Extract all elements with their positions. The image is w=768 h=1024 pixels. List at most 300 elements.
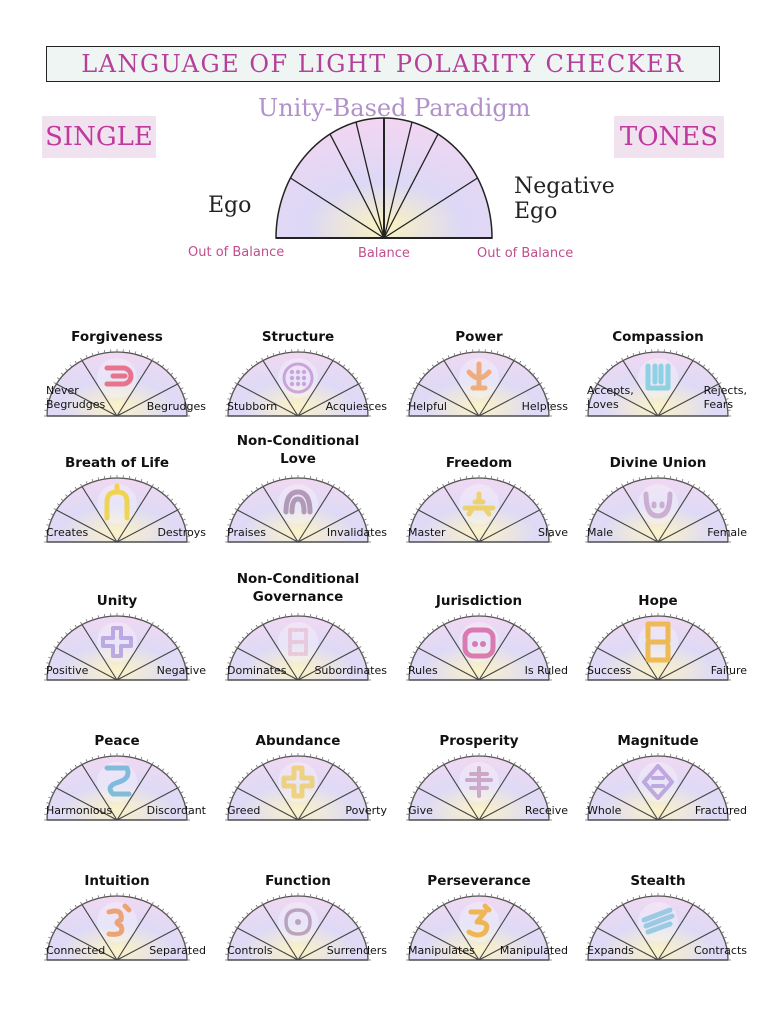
tone-gauge-tick (171, 637, 173, 639)
tone-gauge-tick (491, 476, 492, 479)
tone-gauge-tick (712, 917, 714, 919)
tone-gauge-tick (524, 769, 526, 771)
tone-gauge-tick (70, 365, 72, 367)
tone-gauge-tick (524, 365, 526, 367)
tone-gauge-tick (162, 629, 164, 631)
tone-gauge-tick (129, 476, 130, 479)
tone-gauge-tick (174, 504, 177, 506)
tone-gauge-tick (61, 373, 63, 375)
tone-gauge-tick (437, 361, 439, 364)
tone-gauge-tick (698, 905, 700, 908)
tone-gauge-tick (70, 909, 72, 911)
tone-gauge-tick (75, 765, 77, 768)
tone-gauge-tick (419, 782, 422, 784)
tone-gauge-tick (246, 773, 248, 775)
tone-gauge-tick (529, 369, 531, 371)
tone-gauge-tick (536, 922, 539, 924)
tone-gauge-tick (352, 777, 354, 779)
tone-gauge-tick (698, 625, 700, 628)
tone-gauge-tick (519, 765, 521, 768)
tone-gauge-tick (529, 913, 531, 915)
tone-gauge-tick (670, 894, 671, 897)
left-scale-label: Out of Balance (188, 245, 285, 260)
tone-right-label: Is Ruled (524, 664, 568, 677)
tone-gauge-tick (602, 499, 604, 501)
tone-gauge-tick (698, 487, 700, 490)
tone-gauge-tick (251, 769, 253, 771)
tone-gauge-tick (466, 894, 467, 897)
tone-gauge-tick (174, 378, 177, 380)
tone-gauge-tick (129, 754, 130, 757)
tone-gauge-tick (524, 909, 526, 911)
tone-gauge-tick (104, 350, 105, 353)
tone-right-label: Poverty (345, 804, 387, 817)
tone-gauge-tick (65, 495, 67, 497)
tone-left-label: Connected (46, 944, 106, 957)
tone-gauge (384, 588, 574, 718)
tone-left-label: Success (587, 664, 632, 677)
tone-gauge-tick (670, 754, 671, 757)
tone-gauge-tick (65, 633, 67, 635)
tone-gauge-tick (256, 625, 258, 628)
tone-gauge-tick (352, 499, 354, 501)
tone-gauge-tick (355, 378, 358, 380)
tone-title: Power (455, 329, 503, 345)
tone-gauge (563, 450, 753, 580)
tone-gauge (22, 324, 212, 454)
tone-title: Peace (94, 733, 140, 749)
tone-gauge (384, 868, 574, 998)
tone-gauge-tick (432, 491, 434, 493)
tone-gauge (203, 868, 393, 998)
tone-title: Perseverance (427, 873, 531, 889)
tone-gauge-tick (57, 642, 60, 644)
tone-gauge-tick (104, 894, 105, 897)
center-scale-label: Balance (358, 246, 410, 261)
tone-left-label: Accepts, Loves (587, 384, 634, 411)
tone-gauge-tick (708, 633, 710, 635)
tone-gauge-tick (715, 782, 718, 784)
tone-gauge-tick (519, 487, 521, 490)
tone-gauge-tick (524, 629, 526, 631)
tone-gauge-tick (427, 495, 429, 497)
intuition-symbol-icon (97, 902, 137, 942)
tone-gauge-tick (712, 373, 714, 375)
tone-gauge-tick (466, 350, 467, 353)
tone-right-label: Subordinates (314, 664, 387, 677)
tone-gauge-tick (242, 637, 244, 639)
tone-gauge-tick (427, 773, 429, 775)
non-conditional-governance-symbol-icon (278, 622, 318, 662)
tone-gauge-tick (529, 633, 531, 635)
tone-gauge-tick (703, 909, 705, 911)
tone-gauge-tick (423, 637, 425, 639)
tone-gauge-tick (645, 754, 646, 757)
tone-gauge-tick (533, 637, 535, 639)
tone-gauge-tick (419, 378, 422, 380)
tone-right-label: Receive (524, 804, 568, 817)
tone-gauge-tick (466, 754, 467, 757)
tone-gauge-tick (129, 614, 130, 617)
non-conditional-love-symbol-icon (278, 484, 318, 524)
tone-gauge-tick (670, 614, 671, 617)
tone-gauge-tick (171, 373, 173, 375)
tone-gauge-tick (437, 487, 439, 490)
tone-gauge-tick (167, 369, 169, 371)
tone-gauge-tick (419, 642, 422, 644)
right-scale-label: Out of Balance (477, 246, 574, 261)
tone-gauge-tick (466, 614, 467, 617)
tone-gauge-tick (533, 917, 535, 919)
tone-gauge-tick (310, 754, 311, 757)
tone-gauge-tick (70, 769, 72, 771)
tone-left-label: Male (587, 526, 614, 539)
tone-gauge-tick (348, 633, 350, 635)
tone-gauge-tick (167, 773, 169, 775)
tone-gauge-tick (703, 629, 705, 631)
tone-gauge-tick (602, 917, 604, 919)
tone-gauge-tick (75, 905, 77, 908)
tone-gauge-tick (338, 625, 340, 628)
tone-gauge-tick (129, 894, 130, 897)
tone-right-label: Negative (156, 664, 206, 677)
tone-gauge-tick (285, 476, 286, 479)
tone-gauge-tick (703, 365, 705, 367)
tone-gauge-tick (712, 499, 714, 501)
tone-gauge-tick (466, 476, 467, 479)
tone-gauge-tick (256, 765, 258, 768)
tone-gauge-tick (519, 625, 521, 628)
tone-gauge-tick (423, 499, 425, 501)
tone-left-label: Controls (227, 944, 273, 957)
tone-right-label: Helpless (521, 400, 568, 413)
tone-title: Intuition (84, 873, 150, 889)
tone-gauge-tick (423, 917, 425, 919)
tone-gauge-tick (246, 369, 248, 371)
tone-gauge-tick (427, 913, 429, 915)
tone-left-label: Positive (46, 664, 89, 677)
tone-gauge-tick (65, 913, 67, 915)
tone-gauge-tick (75, 625, 77, 628)
tone-gauge-tick (712, 777, 714, 779)
tone-left-label: Manipulates (408, 944, 475, 957)
tone-gauge-tick (355, 504, 358, 506)
tone-gauge-tick (285, 614, 286, 617)
magnitude-symbol-icon (638, 762, 678, 802)
tone-right-label: Separated (149, 944, 206, 957)
tone-gauge-tick (645, 476, 646, 479)
tone-gauge-tick (355, 782, 358, 784)
tone-gauge-tick (70, 629, 72, 631)
tone-gauge-tick (343, 491, 345, 493)
tone-gauge-tick (606, 369, 608, 371)
tone-gauge-tick (75, 361, 77, 364)
tone-gauge-tick (57, 782, 60, 784)
tone-gauge-tick (536, 378, 539, 380)
tone-gauge-tick (157, 361, 159, 364)
tone-gauge-tick (352, 373, 354, 375)
tone-gauge-tick (285, 754, 286, 757)
tone-gauge-tick (310, 350, 311, 353)
single-label: SINGLE (45, 122, 153, 152)
tone-left-label: Praises (227, 526, 266, 539)
tone-gauge-tick (338, 361, 340, 364)
tone-gauge-tick (533, 499, 535, 501)
power-symbol-icon (459, 358, 499, 398)
tone-gauge-tick (348, 369, 350, 371)
tone-gauge (563, 324, 753, 454)
tone-right-label: Female (707, 526, 747, 539)
compassion-symbol-icon (638, 358, 678, 398)
tone-gauge-tick (427, 369, 429, 371)
stealth-symbol-icon (638, 902, 678, 942)
tone-gauge-tick (246, 495, 248, 497)
tone-gauge-tick (310, 894, 311, 897)
tone-title: Magnitude (617, 733, 699, 749)
tone-gauge-tick (61, 917, 63, 919)
tone-title: Structure (261, 329, 335, 345)
tone-gauge-tick (529, 495, 531, 497)
tone-gauge-tick (598, 642, 601, 644)
tone-gauge-tick (432, 365, 434, 367)
tone-gauge-tick (703, 769, 705, 771)
tone-gauge-tick (251, 365, 253, 367)
tone-gauge-tick (611, 629, 613, 631)
tone-gauge-tick (715, 922, 718, 924)
tone-gauge-tick (238, 642, 241, 644)
tone-gauge-tick (491, 614, 492, 617)
tone-gauge-tick (348, 913, 350, 915)
divine-union-symbol-icon (638, 484, 678, 524)
tone-gauge-tick (57, 922, 60, 924)
tone-gauge-tick (310, 476, 311, 479)
tone-gauge-tick (104, 614, 105, 617)
tone-gauge-tick (536, 642, 539, 644)
tone-title: Unity (96, 593, 138, 609)
tone-gauge-tick (645, 894, 646, 897)
tone-gauge-tick (174, 782, 177, 784)
tone-gauge-tick (75, 487, 77, 490)
tone-left-label: Greed (227, 804, 261, 817)
tone-gauge-tick (238, 378, 241, 380)
tone-gauge-tick (157, 625, 159, 628)
tone-gauge-tick (708, 913, 710, 915)
tone-gauge-tick (352, 917, 354, 919)
tone-left-label: Master (408, 526, 446, 539)
tone-gauge (563, 588, 753, 718)
tone-gauge-tick (598, 922, 601, 924)
tone-gauge-tick (616, 625, 618, 628)
tone-right-label: Invalidates (326, 526, 387, 539)
tone-gauge-tick (285, 894, 286, 897)
tone-left-label: Expands (587, 944, 634, 957)
tone-left-label: Dominates (227, 664, 287, 677)
tone-gauge-tick (246, 913, 248, 915)
tone-left-label: Stubborn (227, 400, 278, 413)
tone-gauge-tick (432, 909, 434, 911)
tone-gauge-tick (606, 913, 608, 915)
tone-right-label: Failure (710, 664, 747, 677)
tone-gauge-tick (423, 777, 425, 779)
tone-gauge (384, 728, 574, 858)
tone-right-label: Slave (537, 526, 568, 539)
right-pole-label-line2: Ego (514, 199, 558, 224)
tone-gauge (563, 868, 753, 998)
tone-gauge-tick (343, 629, 345, 631)
tone-gauge-tick (616, 905, 618, 908)
hope-symbol-icon (638, 622, 678, 662)
tone-gauge-tick (491, 350, 492, 353)
tone-gauge-tick (251, 491, 253, 493)
tone-gauge-tick (519, 905, 521, 908)
tone-gauge-tick (670, 476, 671, 479)
tone-right-label: Acquiesces (325, 400, 387, 413)
tone-gauge-tick (606, 495, 608, 497)
tone-gauge-tick (310, 614, 311, 617)
tone-right-label: Rejects, Fears (703, 384, 747, 411)
tone-gauge-tick (602, 637, 604, 639)
tone-gauge-tick (355, 922, 358, 924)
tone-gauge-tick (171, 917, 173, 919)
peace-symbol-icon (97, 762, 137, 802)
tone-gauge (203, 571, 393, 718)
freedom-symbol-icon (459, 484, 499, 524)
tone-gauge-tick (606, 773, 608, 775)
tone-title: Freedom (445, 455, 513, 471)
tone-gauge (384, 450, 574, 580)
tone-gauge-tick (491, 894, 492, 897)
tone-left-label: Harmonious (46, 804, 113, 817)
tone-gauge-tick (355, 642, 358, 644)
page-title: LANGUAGE OF LIGHT POLARITY CHECKER (81, 50, 685, 78)
tone-gauge-tick (437, 765, 439, 768)
tone-gauge-tick (606, 633, 608, 635)
tone-title: Hope (638, 593, 678, 609)
tone-gauge-tick (251, 629, 253, 631)
tone-gauge-tick (157, 765, 159, 768)
tone-gauge-tick (616, 765, 618, 768)
tone-gauge-tick (338, 905, 340, 908)
tone-gauge (563, 728, 753, 858)
tone-gauge-tick (698, 765, 700, 768)
tone-right-label: Manipulated (499, 944, 568, 957)
tone-gauge-tick (708, 369, 710, 371)
tone-left-label: Never Begrudges (46, 384, 106, 411)
tone-gauge-tick (338, 487, 340, 490)
tone-gauge-tick (162, 769, 164, 771)
tone-gauge-tick (616, 361, 618, 364)
tone-gauge-tick (348, 773, 350, 775)
tone-gauge-tick (174, 922, 177, 924)
tone-gauge-tick (242, 373, 244, 375)
tone-gauge-tick (256, 905, 258, 908)
tone-gauge-tick (432, 629, 434, 631)
tone-gauge-tick (491, 754, 492, 757)
tone-gauge-tick (670, 350, 671, 353)
tone-gauge-tick (645, 614, 646, 617)
tone-gauge-tick (611, 769, 613, 771)
abundance-symbol-icon (278, 762, 318, 802)
tone-gauge (22, 450, 212, 580)
right-pole-label-line1: Negative (514, 174, 615, 199)
tone-gauge (22, 868, 212, 998)
tone-gauge-tick (167, 913, 169, 915)
tone-gauge-tick (715, 504, 718, 506)
unity-symbol-icon (97, 622, 137, 662)
breath-of-life-symbol-icon (97, 484, 137, 524)
paradigm-label: Unity-Based Paradigm (258, 94, 531, 122)
tone-title: Non-Conditional Love (236, 433, 360, 467)
tone-gauge-tick (343, 909, 345, 911)
tone-gauge-tick (529, 773, 531, 775)
tone-gauge-tick (171, 499, 173, 501)
tone-gauge-tick (708, 773, 710, 775)
tones-label: TONES (619, 122, 719, 152)
tone-gauge-tick (352, 637, 354, 639)
tone-right-label: Surrenders (326, 944, 387, 957)
tone-title: Divine Union (609, 455, 707, 471)
tone-gauge-tick (162, 909, 164, 911)
tone-title: Abundance (255, 733, 341, 749)
tone-gauge-tick (715, 378, 718, 380)
tone-title: Stealth (630, 873, 686, 889)
tone-gauge-tick (715, 642, 718, 644)
tone-gauge-tick (611, 365, 613, 367)
tone-gauge-tick (611, 909, 613, 911)
tone-left-label: Helpful (408, 400, 447, 413)
tone-gauge-tick (167, 633, 169, 635)
tone-gauge (22, 588, 212, 718)
tone-gauge-tick (524, 491, 526, 493)
tone-gauge-tick (519, 361, 521, 364)
tone-gauge-tick (242, 917, 244, 919)
tone-gauge-tick (533, 373, 535, 375)
tone-gauge-tick (611, 491, 613, 493)
function-symbol-icon (278, 902, 318, 942)
tone-left-label: Rules (408, 664, 438, 677)
tone-gauge-tick (616, 487, 618, 490)
tone-gauge-tick (157, 487, 159, 490)
tone-gauge-tick (419, 922, 422, 924)
tone-gauge-tick (65, 773, 67, 775)
tone-gauge-tick (70, 491, 72, 493)
tone-gauge-tick (536, 504, 539, 506)
tone-gauge-tick (419, 504, 422, 506)
tone-gauge-tick (238, 922, 241, 924)
tone-left-label: Whole (587, 804, 622, 817)
tone-gauge-tick (61, 499, 63, 501)
tone-gauge-tick (104, 476, 105, 479)
tone-gauge-tick (437, 905, 439, 908)
tone-gauge-tick (703, 491, 705, 493)
tone-gauge-tick (256, 487, 258, 490)
tone-title: Compassion (612, 329, 704, 345)
tone-gauge-tick (174, 642, 177, 644)
tone-gauge-tick (343, 365, 345, 367)
tone-left-label: Creates (46, 526, 89, 539)
tone-gauge (203, 433, 393, 580)
tone-gauge-tick (598, 378, 601, 380)
tone-gauge-tick (698, 361, 700, 364)
tone-gauge-tick (162, 491, 164, 493)
tone-gauge-tick (598, 782, 601, 784)
tone-gauge-tick (61, 637, 63, 639)
tone-gauge-tick (242, 777, 244, 779)
tone-gauge-tick (712, 637, 714, 639)
tone-gauge (22, 728, 212, 858)
tone-gauge-tick (171, 777, 173, 779)
tone-title: Jurisdiction (435, 593, 523, 609)
